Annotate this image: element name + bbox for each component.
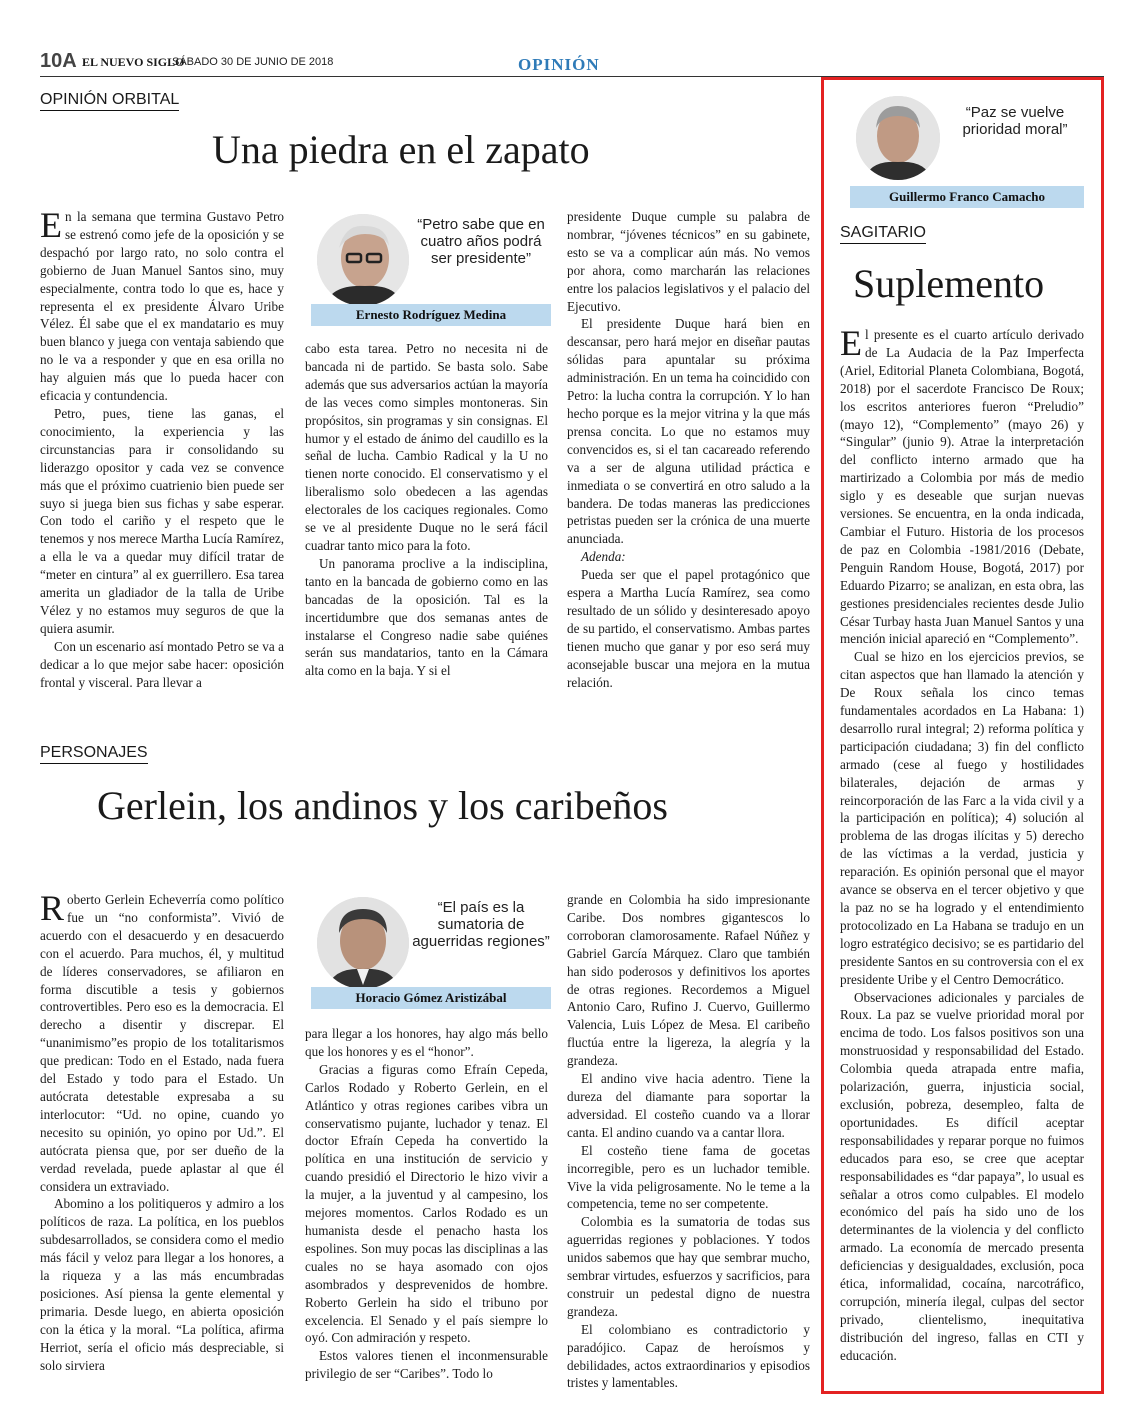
paragraph: Pueda ser que el papel protagónico que espera a Martha Lucía Ramírez, sea como resultado de un sólido y desinteresado apoyo de su partido, el conservatismo. Ambas partes tienen mucho que ganar y por eso será muy aconsejable buscar una mejora en la mutua relación. xyxy=(567,567,810,690)
paragraph: Un panorama proclive a la indisciplina, tanto en la bancada de gobierno como en las bancadas de la oposición. Tal es la incertidumbre que dos semanas antes de instalarse el Congreso nadie sabe quiénes serán sus mandatarios, tanto en la Cámara alta como en la baja. Y si el xyxy=(305,555,548,679)
paragraph: Colombia es la sumatoria de todas sus aguerridas regiones y poblaciones. Y todos unidos sabemos que hay que sembrar mucho, sembrar virtudes, esfuerzos y sacrificios, para construir un pedestal digno de nuestra grandeza. xyxy=(567,1214,810,1319)
paragraph: cabo esta tarea. Petro no necesita ni de bancada ni de partido. Se basta solo. Sabe además que sus adversarios actúan la mayoría de las veces como simples montoneras. Sin propósitos, sin programas y sin consignas. El humor y el estado de ánimo del caudillo es la señal de lucha. Cambio Radical y la U no tienen norte conocido. El conservatismo y el liberalismo solo obedecen a las agendas electorales de los caciques regionales. Como se ve al presidente Duque no le será fácil cuadrar tanto mico para la foto. xyxy=(305,341,548,553)
author-name: Guillermo Franco Camacho xyxy=(850,186,1084,208)
paragraph: para llegar a los honores, hay algo más bello que los honores y es el “honor”. xyxy=(305,1026,548,1059)
article3-column xyxy=(840,323,1084,1365)
paragraph: Gracias a figuras como Efraín Cepeda, Carlos Rodado y Roberto Gerlein, en el Atlántico y otras regiones caribes vibra un conservatismo pujante, luchador y tenaz. El doctor Efraín Cepeda ha convertido la política en una institución de servicio y cuando presidió el Directorio le hizo vivir a la mujer, a la juventud y al campesino, los mejores momentos. Carlos Rodado es un humanista desde el penacho hasta los espolines. Son muy pocas las disciplinas a las cuales no se haya asomado con ojos asombrados y desprevenidos de hombre. Roberto Gerlein ha sido el tribuno por excelencia. El Senado y el país siempre lo oyó. Con admiración y respeto. xyxy=(305,1061,548,1346)
author-quote: “El país es la sumatoria de aguerridas regiones” xyxy=(412,899,550,950)
paragraph: Petro, pues, tiene las ganas, el conocimiento, la experiencia y las circunstancias para ir consolidando su liderazgo opositor y cada vez se convence más que el próximo cuatrienio bien puede ser suyo si juega bien sus fichas y sabe esperar. Con todo el cariño y el respeto que le tenemos y nos merece Martha Lucía Ramírez, a ella le va a quedar muy difícil tratar de “meter en cintura” al ex guerrillero. Esa tarea amerita un gladiador de la talla de Uribe Vélez y no estamos muy seguros de que la quiera asumir. xyxy=(40,405,284,636)
paragraph: El costeño tiene fama de gocetas incorregible, pero es un luchador temible. Vive la vida peligrosamente. No le teme a la competencia, teme no ser competente. xyxy=(567,1142,810,1212)
author-name: Ernesto Rodríguez Medina xyxy=(311,304,551,326)
section-title: OPINIÓN xyxy=(518,55,600,74)
author-portrait xyxy=(856,96,940,180)
author-portrait xyxy=(317,897,409,989)
paragraph: El colombiano es contradictorio y paradójico. Capaz de heroísmos y debilidades, actos extraordinarios y episodios tristes y lamentables. xyxy=(567,1321,810,1391)
drop-cap: E xyxy=(840,323,862,363)
paragraph: l presente es el cuarto artículo derivado de La Audacia de la Paz Imperfecta (Ariel, Editorial Planeta Colombiana, Bogotá, 2018) por el sacerdote Francisco De Roux; los escritos anteriores fueron “Preludio” (mayo 12), “Complemento” (mayo 26) y “Singular” (junio 9). Atrae la interpretación del conflicto interno armado que ha martirizado a Colombia por más de medio siglo y es deseable que surjan nuevas versiones. Se encuentra, en la onda indicada, Cambiar el Futuro. Historia de los procesos de paz en Colombia -1981/2016 (Debate, Penguin Random House, Bogotá, 2017) por Eduardo Pizarro; se analizan, en esta obra, las gestiones presidenciales recientes desde Julio César Turbay hasta Juan Manuel Santos y una mención inicial apareció en “Complemento”. xyxy=(840,327,1084,647)
paragraph: oberto Gerlein Echeverría como político fue un “no conformista”. Vivió de acuerdo con el desacuerdo y en desacuerdo con el acuerdo. Para muchos, él, y multitud de líderes conservadores, se afiliaron en forma discutible a tesis y gobiernos controvertibles. Pero eso es la democracia. El derecho a disentir y discrepar. El “unanimismo”es propio de los totalitarismos que predican: Todo en el Estado, nada fuera del Estado y todo para el Estado. Un autócrata detestable expresaba a su interlocutor: “Ud. no opine, cuando yo necesito su opinión, yo opino por Ud.”. El autócrata piensa que, por ser dueño de la verdad revelada, puede aplastar al que él considera un extraviado. xyxy=(40,892,284,1194)
article1-kicker: OPINIÓN ORBITAL xyxy=(40,91,179,111)
article1-column-3 xyxy=(567,208,810,691)
addenda-label: Adenda: xyxy=(581,549,626,565)
article1-column-2 xyxy=(305,340,548,680)
article2-column-2 xyxy=(305,1025,548,1383)
issue-date: SÁBADO 30 DE JUNIO DE 2018 xyxy=(172,56,334,68)
article1-headline: Una piedra en el zapato xyxy=(212,127,590,172)
drop-cap: E xyxy=(40,205,62,245)
paragraph: Con un escenario así montado Petro se va a dedicar a lo que mejor sabe hacer: oposición frontal y visceral. Para llevar a xyxy=(40,638,284,690)
article2-kicker: PERSONAJES xyxy=(40,744,148,764)
paragraph: Abomino a los politiqueros y admiro a los políticos de raza. La política, en los pueblos subdesarrollados, se considera como el medio más fácil y veloz para llegar a los honores, a la riqueza y a las más encumbradas posiciones. Así piensa la gente elemental y primaria. Desde luego, en abierta oposición con la ética y la moral. “La política, afirma Herriot, sería el oficio más despreciable, si solo sirviera xyxy=(40,1196,284,1373)
author-quote: “Paz se vuelve prioridad moral” xyxy=(962,104,1068,138)
author-portrait xyxy=(317,214,409,306)
author-box xyxy=(311,893,551,1009)
paragraph: Observaciones adicionales y parciales de Roux. La paz se vuelve prioridad moral por encima de todo. Los falsos positivos son una monstruosidad y responsabilidad del Estado. Colombia queda atrapada entre mafia, polarización, guerra, injusticia social, exclusión, pobreza, desempleo, falta de oportunidades. Es difícil aceptar responsabilidades y reparar porque no fuimos educados para eso, se cree que aceptar responsabilidades es “dar papaya”, lo usual es señalar a otros como culpables. El modelo económico del país ha sido uno de los determinantes de la violencia y del conflicto armado. La economía de mercado presenta deficiencias y desigualdades, exclusión, poca ética, informalidad, cocaína, narcotráfico, corrupción, minería ilegal, culpas del sector privado, clientelismo, inequitativa distribución del ingreso, fallas en CTI y educación. xyxy=(840,989,1084,1363)
page-number: 10A xyxy=(40,50,77,72)
paragraph: n la semana que termina Gustavo Petro se estrenó como jefe de la oposición y se despachó por largo rato, no solo contra el gobierno de Juan Manuel Santos sino, muy especialmente, contra todo lo que es, hace y representa el ex presidente Álvaro Uribe Vélez. Él sabe que el ex mandatario es muy buen blanco y juega con ventaja sabiendo que no le va a responder y que en esa orilla no hay alguien más que lo pueda hacer con eficacia y contundencia. xyxy=(40,209,284,404)
newspaper-name: EL NUEVO SIGLO xyxy=(82,55,185,69)
paragraph: Estos valores tienen el inconmensurable privilegio de ser “Caribes”. Todo lo xyxy=(305,1348,548,1382)
paragraph: El andino vive hacia adentro. Tiene la dureza del diamante para soportar la adversidad. El costeño cuando va a llorar canta. El andino cuando va a cantar llora. xyxy=(567,1071,810,1140)
author-box xyxy=(850,94,1084,208)
drop-cap: R xyxy=(40,888,65,928)
article1-column-1 xyxy=(40,205,284,691)
author-box xyxy=(311,208,551,326)
paragraph: grande en Colombia ha sido impresionante Caribe. Dos nombres gigantescos lo corroboran clamorosamente. Rafael Núñez y Gabriel García Márquez. Claro que también han sido poderosos y definitivos los aportes de otras regiones. Recordemos a Miguel Antonio Caro, Rufino J. Cuervo, Guillermo Valencia, Luis López de Mesa. El caribeño fluctúa entre la ligereza, la alegría y la grandeza. xyxy=(567,892,810,1069)
paragraph: El presidente Duque hará bien en descansar, pero hará mejor en diseñar pautas sólidas para apuntalar su próxima administración. En un tema ha coincidido con Petro: la lucha contra la corrupción. Y lo han hecho porque es la mejor vitrina y la que más prensa concita. Lo que no estamos muy convencidos es, si el tan cacareado referendo va a ser de alguna utilidad práctica e inmediata o se convertirá en otro saludo a la bandera. De todas maneras las predicciones petristas pueden ser la crónica de una muerte anunciada. xyxy=(567,316,810,547)
article2-column-3 xyxy=(567,891,810,1392)
article2-column-1 xyxy=(40,888,284,1374)
author-quote: “Petro sabe que en cuatro años podrá ser presidente” xyxy=(417,216,545,267)
paragraph: presidente Duque cumple su palabra de nombrar, “jóvenes técnicos” en su gabinete, esto se va a complicar aún más. No vemos por ahora, como marcharán las relaciones entre los palacios legislativos y el palacio del Ejecutivo. xyxy=(567,209,810,314)
article3-kicker: SAGITARIO xyxy=(840,224,926,244)
author-name: Horacio Gómez Aristizábal xyxy=(311,987,551,1009)
paragraph: Cual se hizo en los ejercicios previos, se citan aspectos que han llamado la atención y De Roux señala los cinco temas fundamentales acordados en La Habana: 1) desarrollo rural integral; 2) reforma política y participación ciudadana; 3) fin del conflicto armado (cese al fuego y hostilidades bilaterales, dejación de armas y reincorporación de las Farc a la vida civil y a la participación en política); 4) solución al problema de las drogas ilícitas y 5) derecho de las víctimas a la verdad, justicia y reparación. Es opinión personal que el mayor avance se observa en el tercer objetivo y que la paz no se ha logrado y el entendimiento protocolizado en La Habana se tradujo en un logro estratégico decisivo; se es partidario del presidente Santos en su controversia con el ex presidente Uribe y el Centro Democrático. xyxy=(840,649,1084,987)
article2-headline: Gerlein, los andinos y los caribeños xyxy=(97,783,668,828)
article3-headline: Suplemento xyxy=(853,261,1045,306)
